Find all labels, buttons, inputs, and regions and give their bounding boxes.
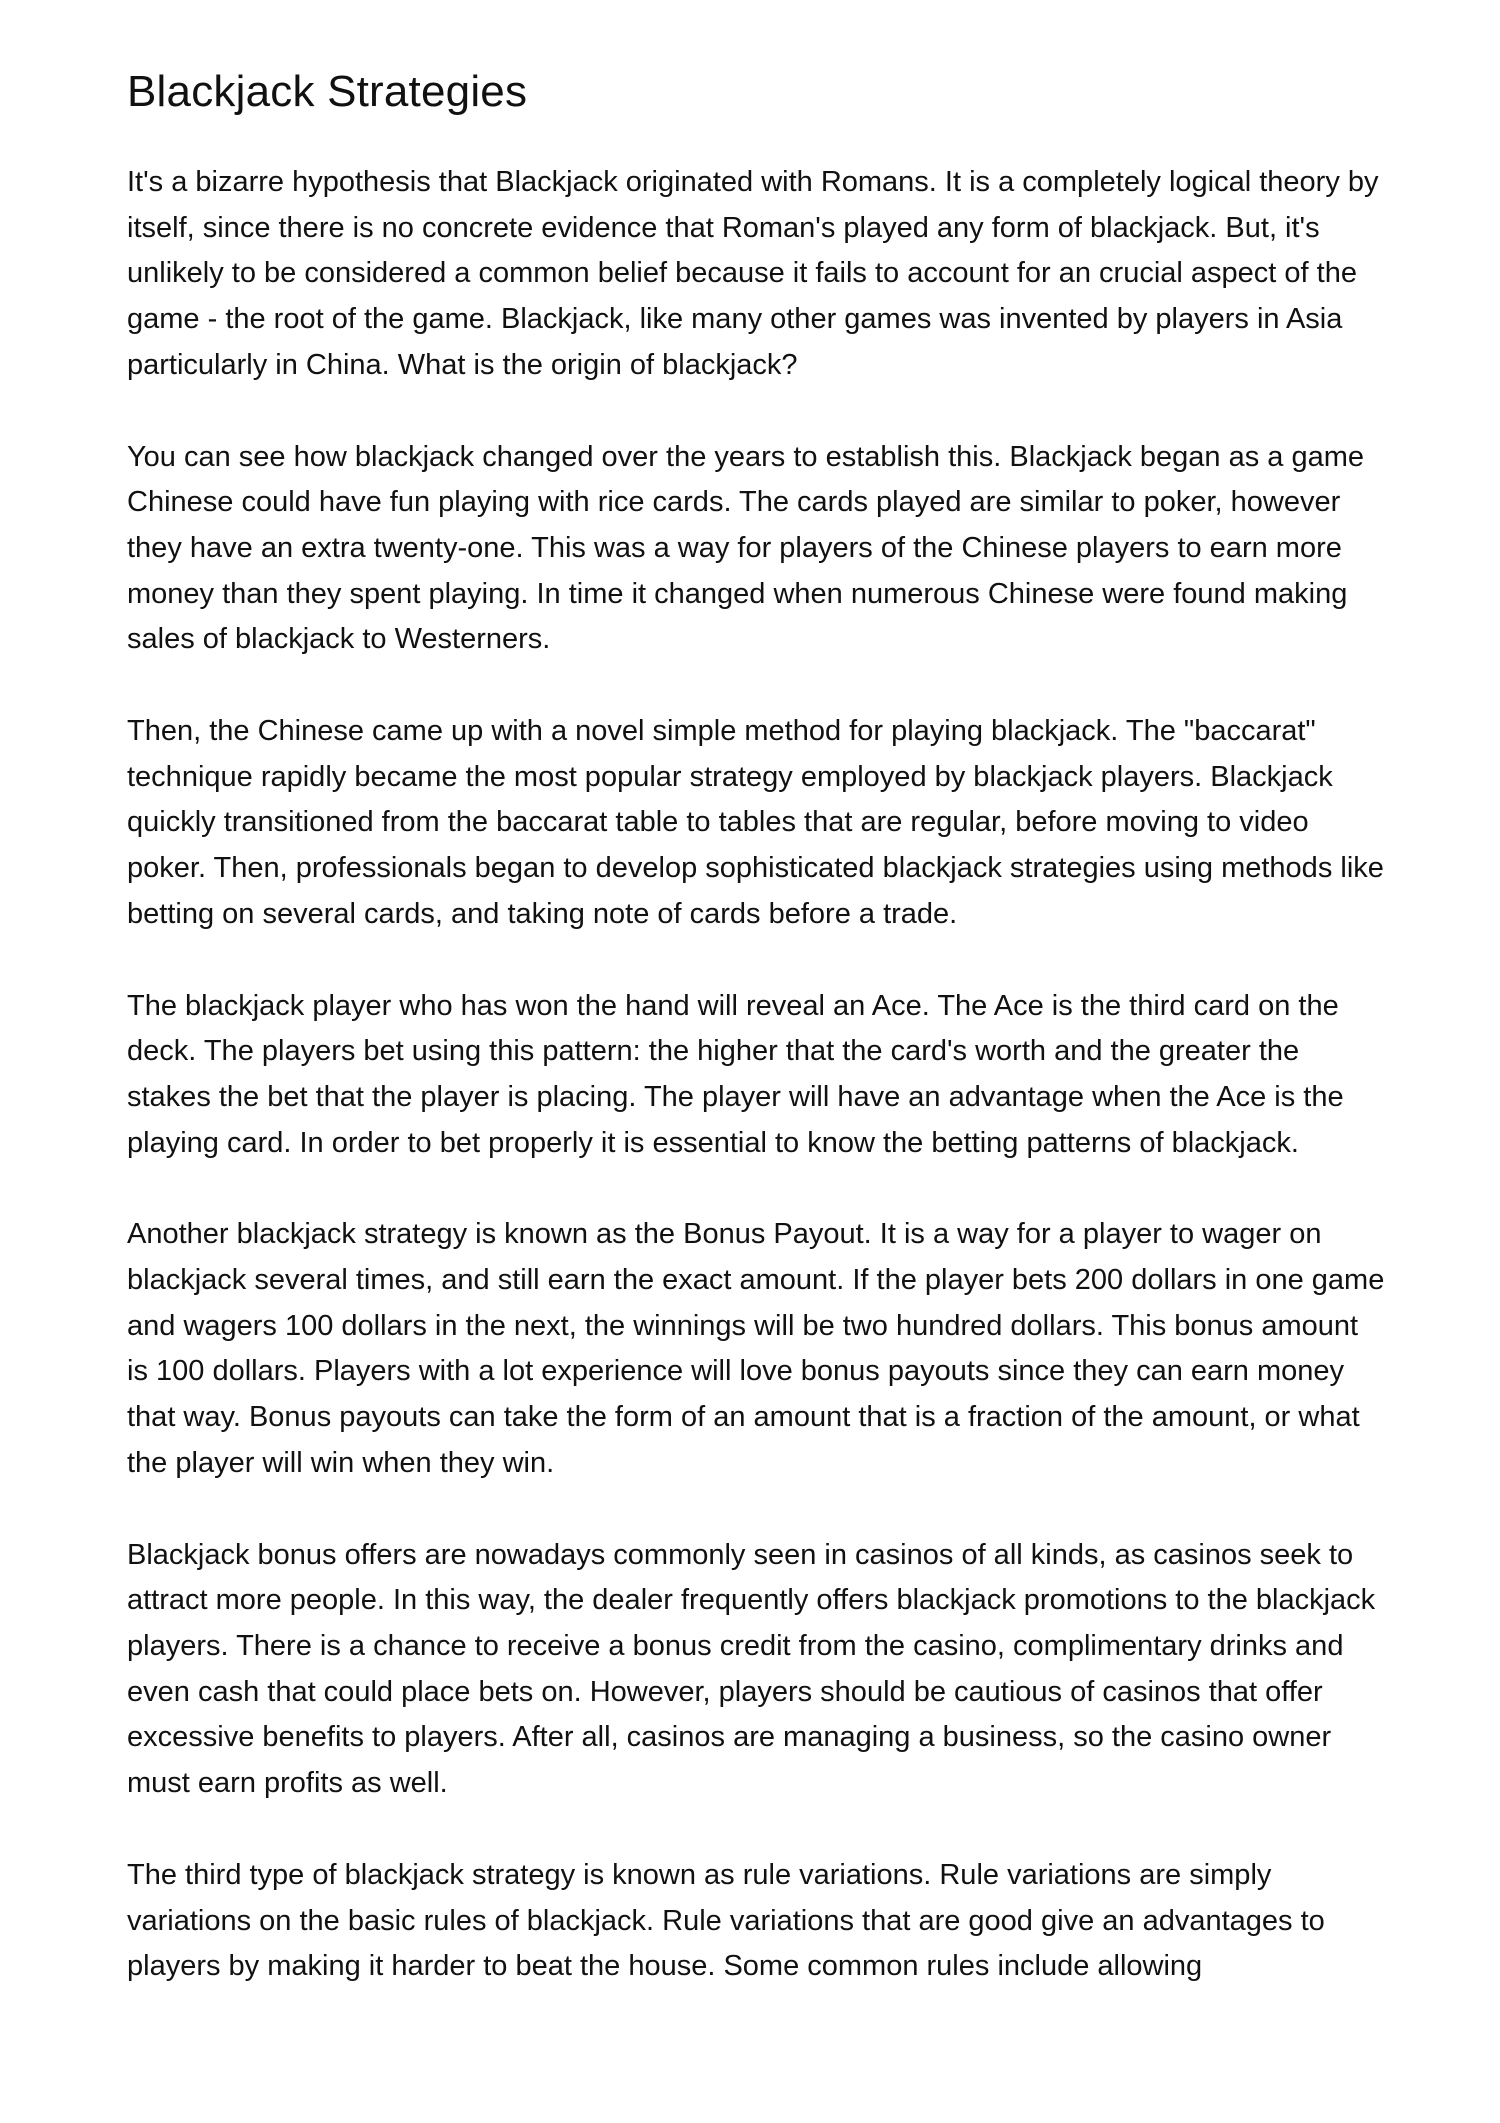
paragraph-baccarat: Then, the Chinese came up with a novel simple method for playing blackjack. The "baccarat" technique rapidly became the most popular strategy employed by blackjack players. Blackjack quickly transitioned from the baccarat table to tables that are regular, before moving to video poker. Then, professionals began to develop sophisticated blackjack strategies using methods like betting on several cards, and taking note of cards before a trade. <box>127 715 1384 930</box>
paragraph-ace: The blackjack player who has won the hand will reveal an Ace. The Ace is the third card on the deck. The players bet using this pattern: the higher that the card's worth and the greater the stakes the bet that the player is placing. The player will have an advantage when the Ace is the playing card. In order to bet properly it is essential to know the betting patterns of blackjack. <box>127 989 1344 1159</box>
paragraph-bonus-offers: Blackjack bonus offers are nowadays commonly seen in casinos of all kinds, as casinos seek to attract more people. In this way, the dealer frequently offers blackjack promotions to the blackjack players. There is a chance to receive a bonus credit from the casino, complimentary drinks and even cash that could place bets on. However, players should be cautious of casinos that offer excessive benefits to players. After all, casinos are managing a business, so the casino owner must earn profits as well. <box>127 1538 1376 1800</box>
page-title: Blackjack Strategies <box>127 67 528 116</box>
paragraph-bonus-payout: Another blackjack strategy is known as the Bonus Payout. It is a way for a player to wager on blackjack several times, and still earn the exact amount. If the player bets 200 dollars in one game and wagers 100 dollars in the next, the winnings will be two hundred dollars. This bonus amount is 100 dollars. Players with a lot experience will love bonus payouts since they can earn money that way. Bonus payouts can take the form of an amount that is a fraction of the amount, or what the player will win when they win. <box>127 1218 1385 1479</box>
document-page <box>127 62 1387 2036</box>
paragraph-history: You can see how blackjack changed over the years to establish this. Blackjack began as a game Chinese could have fun playing with rice cards. The cards played are similar to poker, however they have an extra twenty-one. This was a way for players of the Chinese players to earn more money than they spent playing. In time it changed when numerous Chinese were found making sales of blackjack to Westerners. <box>127 440 1365 656</box>
paragraph-origin: It's a bizarre hypothesis that Blackjack originated with Romans. It is a completely logical theory by itself, since there is no concrete evidence that Roman's played any form of blackjack. But, it's unlikely to be considered a common belief because it fails to account for an crucial aspect of the game - the root of the game. Blackjack, like many other games was invented by players in Asia particularly in China. What is the origin of blackjack? <box>127 166 1379 381</box>
paragraph-rule-variations: The third type of blackjack strategy is known as rule variations. Rule variations are simply variations on the basic rules of blackjack. Rule variations that are good give an advantages to players by making it harder to beat the house. Some common rules include allowing <box>127 1858 1325 1983</box>
